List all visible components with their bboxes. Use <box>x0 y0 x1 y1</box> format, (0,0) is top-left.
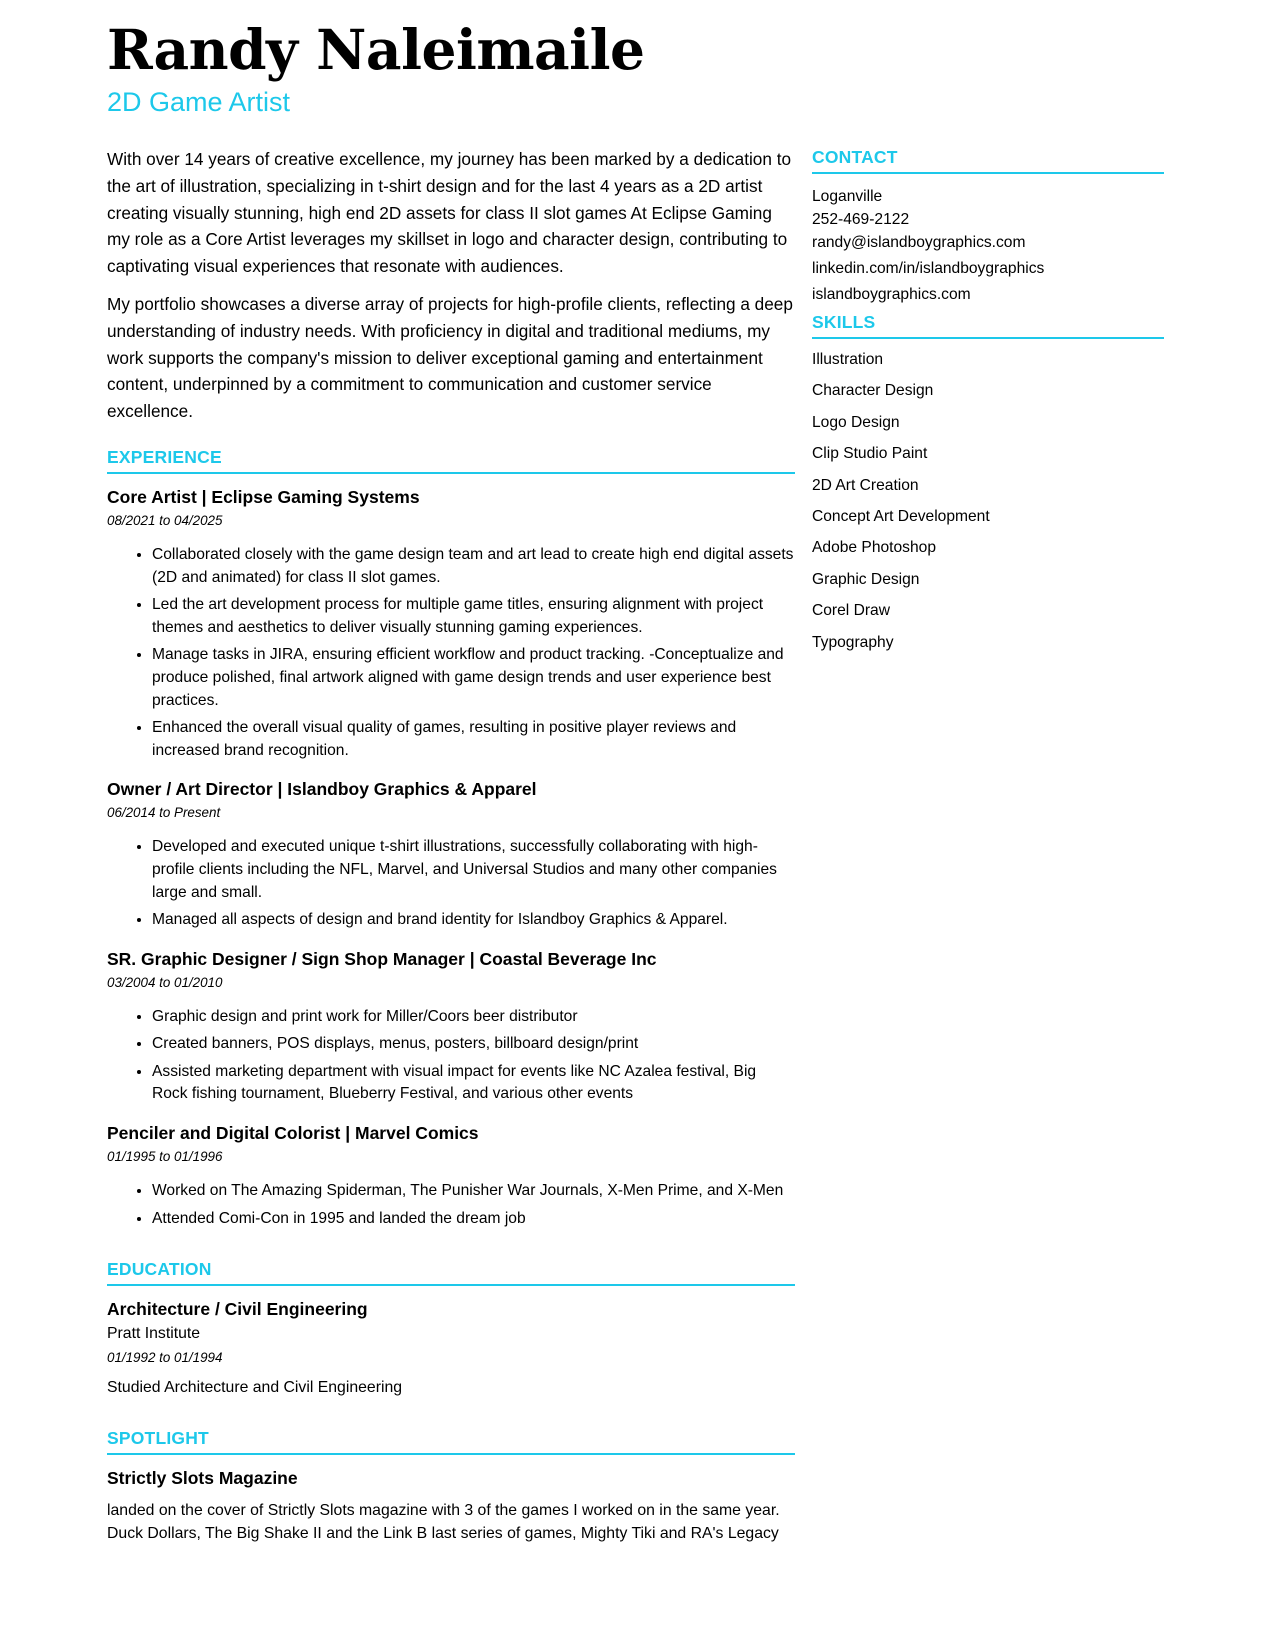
skill-item: Concept Art Development <box>812 507 990 525</box>
spotlight-entry <box>107 1467 795 1546</box>
school-name: Pratt Institute <box>107 1325 201 1343</box>
job-bullet: • Created banners, POS displays, menus, posters, billboard design/print <box>152 1033 795 1056</box>
job-dates: 01/1995 to 01/1996 <box>107 1149 223 1165</box>
skill-item: 2D Art Creation <box>812 476 919 494</box>
job-dates: 03/2004 to 01/2010 <box>107 974 223 990</box>
job-bullet: • Collaborated closely with the game design team and art lead to create high end digital assets (2D and animated) for class II slot games. <box>152 544 795 589</box>
summary-paragraph: My portfolio showcases a diverse array of projects for high-profile clients, reflecting a deep understanding of industry needs. With proficiency in digital and traditional mediums, my work supports the company's mission to deliver exceptional gaming and entertainment content, underpinned by a commitment to communication and customer service excellence. <box>107 293 793 422</box>
job-bullet: • Graphic design and print work for Miller/Coors beer distributor <box>152 1006 795 1029</box>
experience-heading: EXPERIENCE <box>107 446 795 474</box>
job-bullets <box>107 544 795 762</box>
skill-item: Character Design <box>812 382 934 400</box>
skills-heading: SKILLS <box>812 311 1164 339</box>
skill-item: Clip Studio Paint <box>812 445 928 463</box>
education-description: Studied Architecture and Civil Engineering <box>107 1379 403 1397</box>
job-bullet: • Manage tasks in JIRA, ensuring efficient workflow and product tracking. -Conceptualize and produce polished, final artwork aligned with game design trends and user experience best practices. <box>152 644 795 712</box>
job-bullets <box>107 1180 795 1230</box>
job-dates: 06/2014 to Present <box>107 805 221 821</box>
job-title: Owner / Art Director | Islandboy Graphics & Apparel <box>107 779 537 800</box>
skill-item: Adobe Photoshop <box>812 539 936 557</box>
contact-list <box>812 186 1164 306</box>
contact-email[interactable]: randy@islandboygraphics.com <box>812 234 1026 251</box>
job-bullet: • Attended Comi-Con in 1995 and landed the dream job <box>152 1208 795 1231</box>
job-bullets <box>107 836 795 931</box>
job-title: Core Artist | Eclipse Gaming Systems <box>107 486 420 507</box>
skill-item: Illustration <box>812 351 884 368</box>
job-bullet: • Led the art development process for multiple game titles, ensuring alignment with project themes and aesthetics to deliver visually stunning gaming experiences. <box>152 594 795 639</box>
skill-item: Typography <box>812 633 894 651</box>
education-entry <box>107 1298 795 1399</box>
job-bullet: • Developed and executed unique t-shirt illustrations, successfully collaborating with high-profile clients including the NFL, Marvel, and Universal Studios and many other companies large and small. <box>152 836 795 904</box>
sidebar-column <box>812 146 1164 663</box>
spotlight-title: Strictly Slots Magazine <box>107 1468 298 1489</box>
job-bullets <box>107 1006 795 1106</box>
job-title: SR. Graphic Designer / Sign Shop Manager | Coastal Beverage Inc <box>107 948 657 969</box>
job-title: Penciler and Digital Colorist | Marvel Comics <box>107 1123 479 1144</box>
job-entry <box>107 778 795 931</box>
spotlight-description: landed on the cover of Strictly Slots magazine with 3 of the games I worked on in the same year. Duck Dollars, The Big Shake II and the Link B last series of games, Mighty Tiki and RA's Legacy <box>107 1502 780 1543</box>
candidate-role: 2D Game Artist <box>107 87 291 117</box>
contact-linkedin[interactable]: linkedin.com/in/islandboygraphics <box>812 260 1045 277</box>
summary <box>107 146 795 425</box>
education-dates: 01/1992 to 01/1994 <box>107 1350 223 1366</box>
degree-title: Architecture / Civil Engineering <box>107 1299 368 1320</box>
skill-item: Graphic Design <box>812 570 920 588</box>
job-entry <box>107 486 795 762</box>
candidate-name: Randy Naleimaile <box>107 17 645 82</box>
contact-location: Loganville <box>812 188 883 205</box>
skill-list <box>812 349 1164 654</box>
job-bullet: • Worked on The Amazing Spiderman, The Punisher War Journals, X-Men Prime, and X-Men <box>152 1180 795 1203</box>
contact-website[interactable]: islandboygraphics.com <box>812 286 971 303</box>
contact-phone: 252-469-2122 <box>812 211 910 228</box>
job-dates: 08/2021 to 04/2025 <box>107 512 223 528</box>
job-bullet: • Enhanced the overall visual quality of games, resulting in positive player reviews and increased brand recognition. <box>152 717 795 762</box>
summary-paragraph: With over 14 years of creative excellence, my journey has been marked by a dedication to the art of illustration, specializing in t-shirt design and for the last 4 years as a 2D artist creating visually stunning, high end 2D assets for class II slot games At Eclipse Gaming my role as a Core Artist leverages my skillset in logo and character design, contributing to captivating visual experiences that resonate with audiences. <box>107 149 792 277</box>
job-entry <box>107 1122 795 1230</box>
skill-item: Logo Design <box>812 413 900 431</box>
skill-item: Corel Draw <box>812 602 890 620</box>
job-bullet: • Managed all aspects of design and brand identity for Islandboy Graphics & Apparel. <box>152 909 795 932</box>
main-column <box>107 146 795 1546</box>
contact-heading: CONTACT <box>812 146 1164 174</box>
job-entry <box>107 948 795 1106</box>
job-bullet: • Assisted marketing department with visual impact for events like NC Azalea festival, Big Rock fishing tournament, Blueberry Festival, and various other events <box>152 1061 795 1106</box>
education-heading: EDUCATION <box>107 1258 795 1286</box>
spotlight-heading: SPOTLIGHT <box>107 1427 795 1455</box>
